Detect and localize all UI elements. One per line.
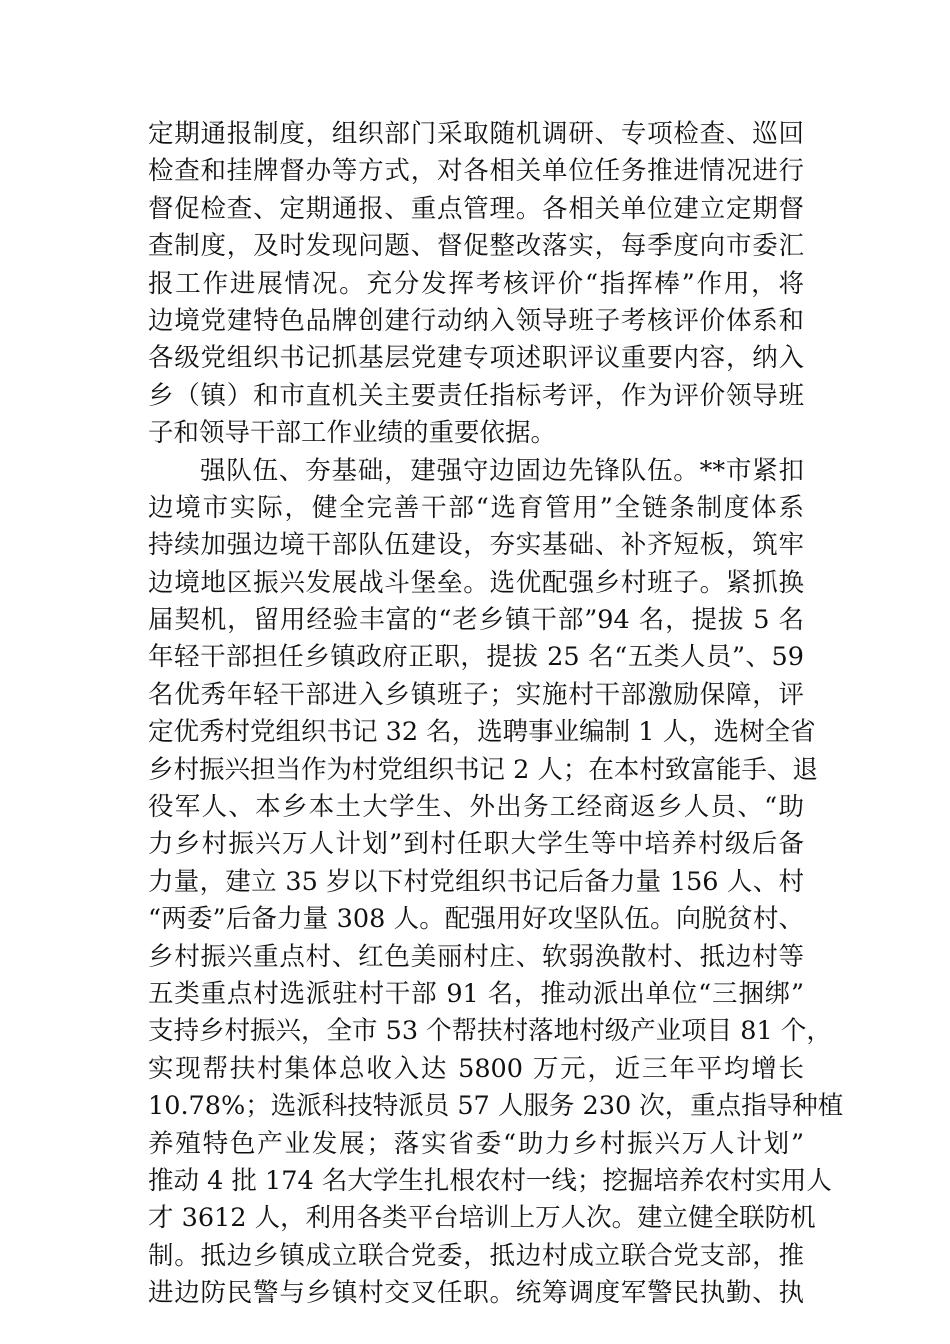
text-line: 养殖特色产业发展；落实省委“助力乡村振兴万人计划”: [148, 1128, 804, 1159]
text-line: 持续加强边境干部队伍建设，夯实基础、补齐短板，筑牢: [148, 530, 804, 561]
text-line: 边境地区振兴发展战斗堡垒。选优配强乡村班子。紧抓换: [148, 567, 804, 598]
text-line: 检查和挂牌督办等方式，对各相关单位任务推进情况进行: [148, 156, 804, 187]
paragraph-start-line: 强队伍、夯基础，建强守边固边先锋队伍。**市紧扣: [200, 455, 804, 486]
text-line: 子和领导干部工作业绩的重要依据。: [148, 418, 557, 449]
text-line: 各级党组织书记抓基层党建专项述职评议重要内容，纳入: [148, 343, 804, 374]
text-line: 实现帮扶村集体总收入达 5800 万元，近三年平均增长: [148, 1053, 804, 1084]
text-line: 才 3612 人，利用各类平台培训上万人次。建立健全联防机: [148, 1203, 816, 1234]
text-line: 届契机，留用经验丰富的“老乡镇干部”94 名，提拔 5 名: [148, 605, 804, 636]
text-line: 年轻干部担任乡镇政府正职，提拔 25 名“五类人员”、59: [148, 642, 804, 673]
text-line: 进边防民警与乡镇村交叉任职。统筹调度军警民执勤、执: [148, 1278, 804, 1309]
text-line: 定优秀村党组织书记 32 名，选聘事业编制 1 人，选树全省: [148, 717, 816, 748]
text-line: 10.78%；选派科技特派员 57 人服务 230 次，重点指导种植: [148, 1091, 844, 1122]
text-line: 报工作进展情况。充分发挥考核评价“指挥棒”作用，将: [148, 268, 804, 299]
text-line: 力量，建立 35 岁以下村党组织书记后备力量 156 人、村: [148, 866, 804, 897]
text-line: 乡（镇）和市直机关主要责任指标考评，作为评价领导班: [148, 380, 804, 411]
text-line: 定期通报制度，组织部门采取随机调研、专项检查、巡回: [148, 119, 804, 149]
text-line: 督促检查、定期通报、重点管理。各相关单位建立定期督: [148, 193, 804, 224]
body-text: [148, 116, 844, 1313]
text-line: 乡村振兴担当作为村党组织书记 2 人；在本村致富能手、退: [148, 754, 818, 785]
text-line: 役军人、本乡本土大学生、外出务工经商返乡人员、“助: [148, 792, 804, 823]
text-line: 边境市实际，健全完善干部“选育管用”全链条制度体系: [148, 492, 804, 523]
text-line: 查制度，及时发现问题、督促整改落实，每季度向市委汇: [148, 231, 804, 262]
text-line: 边境党建特色品牌创建行动纳入领导班子考核评价体系和: [148, 305, 804, 336]
text-line: 名优秀年轻干部进入乡镇班子；实施村干部激励保障，评: [148, 679, 804, 710]
text-line: 五类重点村选派驻村干部 91 名，推动派出单位“三捆绑”: [148, 978, 804, 1009]
text-line: 推动 4 批 174 名大学生扎根农村一线；挖掘培养农村实用人: [148, 1165, 832, 1196]
text-line: 制。抵边乡镇成立联合党委，抵边村成立联合党支部，推: [148, 1240, 804, 1271]
text-line: “两委”后备力量 308 人。配强用好攻坚队伍。向脱贫村、: [148, 904, 804, 935]
text-line: 乡村振兴重点村、红色美丽村庄、软弱涣散村、抵边村等: [148, 941, 804, 972]
text-line: 力乡村振兴万人计划”到村任职大学生等中培养村级后备: [148, 829, 804, 860]
text-line: 支持乡村振兴，全市 53 个帮扶村落地村级产业项目 81 个，: [148, 1016, 832, 1047]
